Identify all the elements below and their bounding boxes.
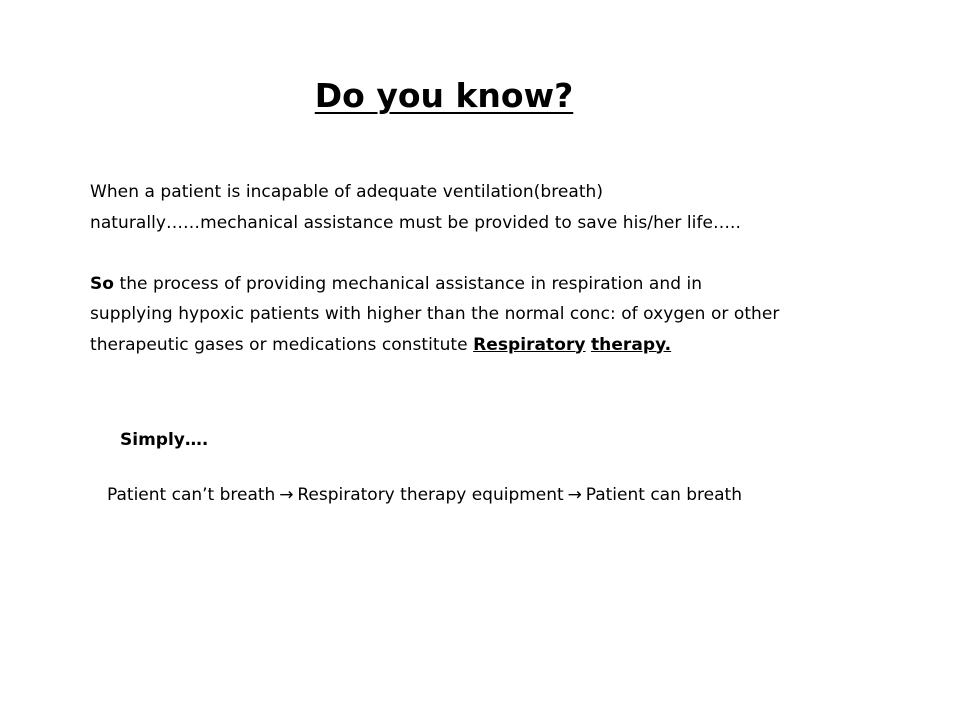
paragraph-1-line-1: When a patient is incapable of adequate ventilation(breath) <box>90 182 604 202</box>
flow-step-2: Respiratory therapy equipment <box>297 485 564 505</box>
flow-step-1: Patient can’t breath <box>107 485 276 505</box>
paragraph-2-line-3 <box>90 330 910 361</box>
paragraph-1-line-2: naturally……mechanical assistance must be provided to save his/her life….. <box>90 212 741 233</box>
paragraph-2-line-3-text: therapeutic gases or medications constitute <box>90 334 474 355</box>
paragraph-2-line-1 <box>90 269 910 300</box>
slide-title: Do you know? <box>314 76 574 115</box>
paragraph-2-lead: So <box>90 273 115 294</box>
paragraph-spacer <box>90 238 910 269</box>
arrow-right-icon: → <box>279 485 294 505</box>
flow-step-3: Patient can breath <box>585 485 742 505</box>
body-text <box>90 177 910 360</box>
arrow-right-icon: → <box>567 485 582 505</box>
term-therapy: therapy. <box>591 334 672 355</box>
simply-label: Simply…. <box>120 430 209 450</box>
flow-line <box>107 480 742 510</box>
paragraph-2-line-2: supplying hypoxic patients with higher than the normal conc: of oxygen or other <box>90 304 780 324</box>
paragraph-2-line-1-rest: the process of providing mechanical assistance in respiration and in <box>114 273 703 294</box>
term-respiratory: Respiratory <box>473 334 586 355</box>
